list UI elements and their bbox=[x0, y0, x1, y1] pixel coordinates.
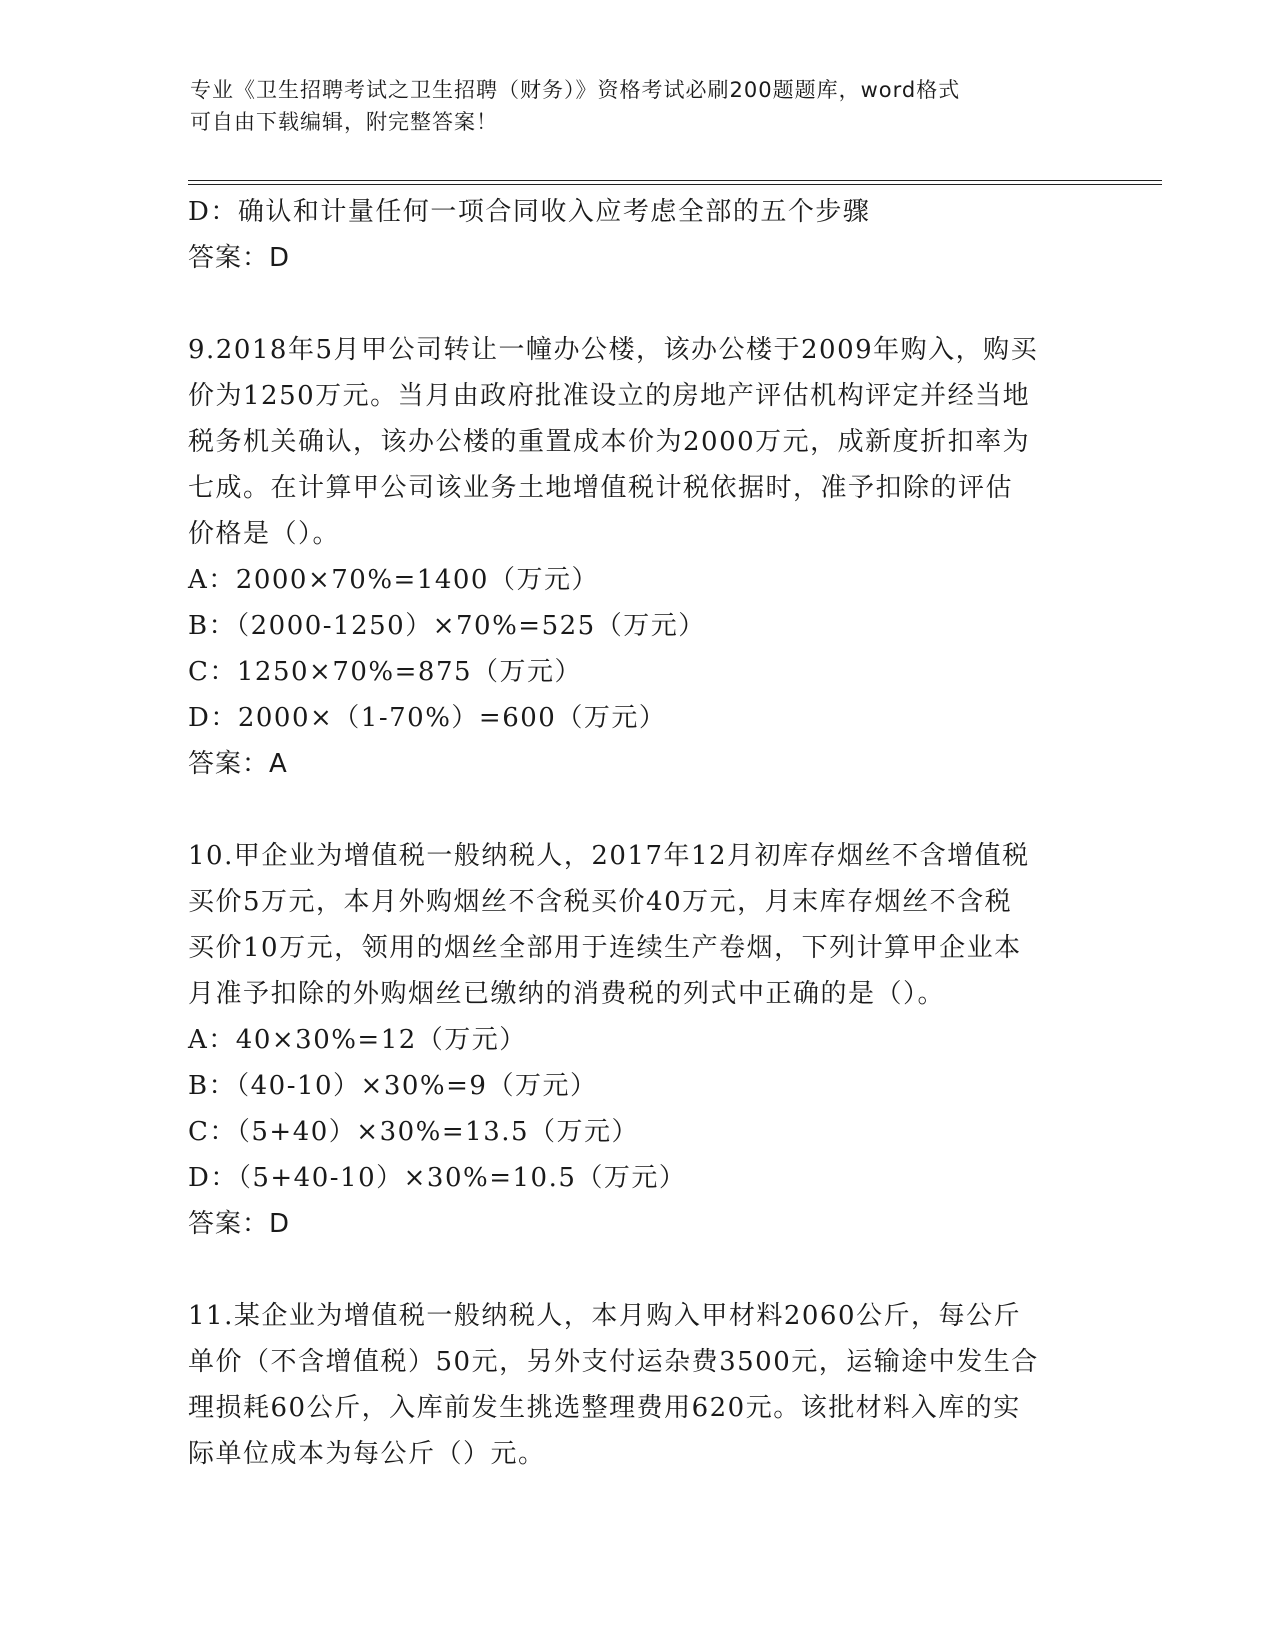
spacer bbox=[188, 281, 1088, 327]
question-text-line: 理损耗60公斤，入库前发生挑选整理费用620元。该批材料入库的实 bbox=[188, 1393, 1021, 1423]
question-text-line: 价格是（）。 bbox=[188, 519, 341, 549]
header-line-2: 可自由下载编辑，附完整答案！ bbox=[190, 110, 498, 134]
question-text-line: 买价5万元，本月外购烟丝不含税买价40万元，月末库存烟丝不含税 bbox=[188, 887, 1013, 917]
option-d: D：（5+40-10）×30%=10.5（万元） bbox=[188, 1163, 687, 1193]
document-header bbox=[190, 74, 1090, 138]
question-text-line: 单价（不含增值税）50元，另外支付运杂费3500元，运输途中发生合 bbox=[188, 1347, 1039, 1377]
question-10 bbox=[188, 833, 1088, 1247]
question-text-line: 10.甲企业为增值税一般纳税人，2017年12月初库存烟丝不含增值税 bbox=[188, 841, 1030, 871]
question-text-line: 价为1250万元。当月由政府批准设立的房地产评估机构评定并经当地 bbox=[188, 381, 1031, 411]
option-a: A：40×30%=12（万元） bbox=[188, 1025, 527, 1055]
question-text-line: 七成。在计算甲公司该业务土地增值税计税依据时，准予扣除的评估 bbox=[188, 473, 1014, 503]
option-c: C：（5+40）×30%=13.5（万元） bbox=[188, 1117, 640, 1147]
previous-question-tail bbox=[188, 189, 1088, 281]
spacer bbox=[188, 787, 1088, 833]
answer: 答案：D bbox=[188, 243, 291, 273]
option-b: B：（2000-1250）×70%=525（万元） bbox=[188, 611, 706, 641]
question-text-line: 税务机关确认，该办公楼的重置成本价为2000万元，成新度折扣率为 bbox=[188, 427, 1031, 457]
question-text-line: 9.2018年5月甲公司转让一幢办公楼，该办公楼于2009年购入，购买 bbox=[188, 335, 1039, 365]
question-text-line: 际单位成本为每公斤（）元。 bbox=[188, 1439, 546, 1469]
question-text-line: 11.某企业为增值税一般纳税人，本月购入甲材料2060公斤，每公斤 bbox=[188, 1301, 1022, 1331]
question-text-line: 月准予扣除的外购烟丝已缴纳的消费税的列式中正确的是（）。 bbox=[188, 979, 946, 1009]
option-b: B：（40-10）×30%=9（万元） bbox=[188, 1071, 598, 1101]
header-line-1: 专业《卫生招聘考试之卫生招聘（财务）》资格考试必刷200题题库，word格式 bbox=[190, 78, 961, 102]
header-divider bbox=[188, 180, 1162, 185]
option-d: D：2000×（1-70%）=600（万元） bbox=[188, 703, 667, 733]
question-9 bbox=[188, 327, 1088, 787]
spacer bbox=[188, 1247, 1088, 1293]
option-a: A：2000×70%=1400（万元） bbox=[188, 565, 599, 595]
answer: 答案：A bbox=[188, 749, 288, 779]
answer: 答案：D bbox=[188, 1209, 291, 1239]
option-c: C：1250×70%=875（万元） bbox=[188, 657, 583, 687]
document-body bbox=[188, 189, 1088, 1477]
option-d: D：确认和计量任何一项合同收入应考虑全部的五个步骤 bbox=[188, 197, 871, 227]
question-11 bbox=[188, 1293, 1088, 1477]
question-text-line: 买价10万元，领用的烟丝全部用于连续生产卷烟，下列计算甲企业本 bbox=[188, 933, 1022, 963]
